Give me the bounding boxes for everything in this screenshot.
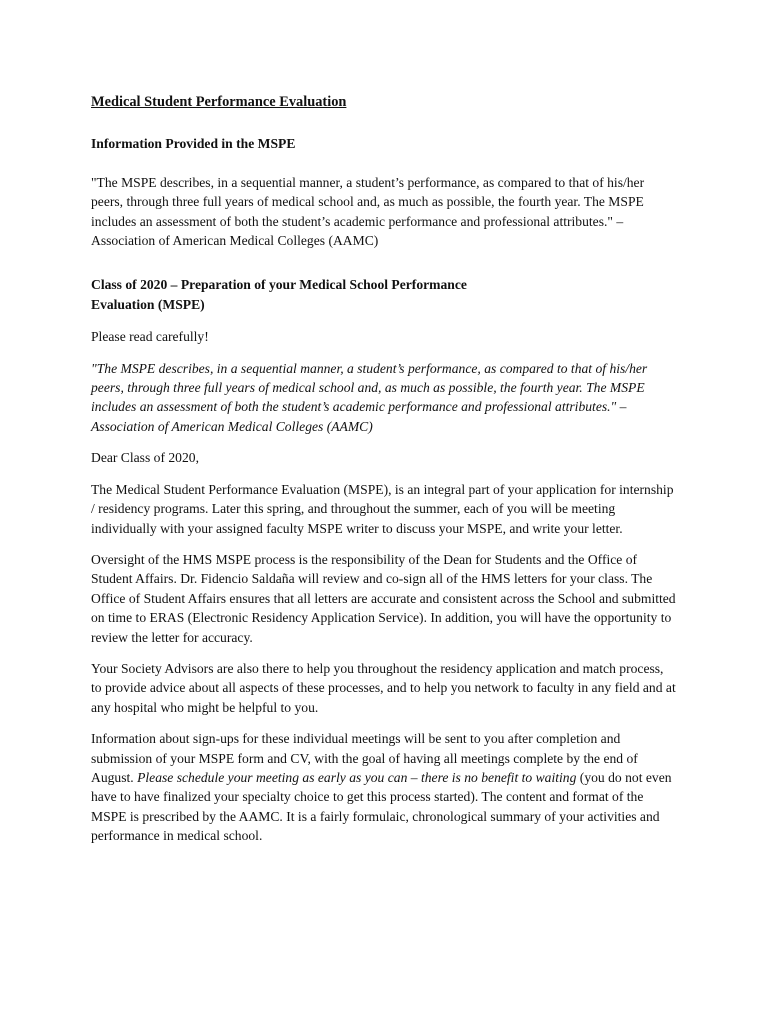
sign-ups-emphasis: Please schedule your meeting as early as you can – there is no benefit to waiting <box>137 769 577 785</box>
intro-quote: "The MSPE describes, in a sequential manner, a student’s performance, as compared to that of his/her peers, through three full years of medical school and, as much as possible, the fourth year. The MSPE includes an assessment of both the student’s academic performance and professional attributes." – Association of American Medical Colleges (AAMC) <box>91 174 645 249</box>
paragraph-oversight: Oversight of the HMS MSPE process is the responsibility of the Dean for Students and the Office of Student Affairs. Dr. Fidencio Saldaña will review and co-sign all of the HMS letters for your class. The Office of Student Affairs ensures that all letters are accurate and consistent across the School and submitted on time to ERAS (Electronic Residency Application Service). In addition, you will have the opportunity to review the letter for accuracy. <box>91 551 676 645</box>
paragraph-sign-ups <box>91 729 676 845</box>
document-page <box>91 93 676 858</box>
italic-quote: "The MSPE describes, in a sequential manner, a student’s performance, as compared to that of his/her peers, through three full years of medical school and, as much as possible, the fourth year. The MSPE includes an assessment of both the student’s academic performance and professional attributes." – Association of American Medical Colleges (AAMC) <box>91 360 648 434</box>
sign-ups-text-start: Information about sign-ups for these individual meetings will be sent to you after completion and submission of your MSPE form and CV, with the goal of having all meetings complete by the end of August. <box>91 731 638 785</box>
document-title: Medical Student Performance Evaluation <box>91 94 347 110</box>
paragraph-mspe-overview: The Medical Student Performance Evaluation (MSPE), is an integral part of your application for internship / residency programs. Later this spring, and throughout the summer, each of you will be meeting individually with your assigned faculty MSPE writer to discuss your MSPE, and write your letter. <box>91 481 674 536</box>
section-heading: Information Provided in the MSPE <box>91 136 296 152</box>
sign-ups-text-end: (you do not even have to have finalized your specialty choice to get this process started). The content and format of the MSPE is prescribed by the AAMC. It is a fairly formulaic, chronological summary of your activities and performance in medical school. <box>91 769 672 844</box>
class-heading: Class of 2020 – Preparation of your Medical School Performance Evaluation (MSPE) <box>91 277 467 312</box>
paragraph-society-advisors: Your Society Advisors are also there to help you throughout the residency application and match process, to provide advice about all aspects of these processes, and to help you network to faculty in any field and at any hospital who might be helpful to you. <box>91 660 676 715</box>
read-carefully-note: Please read carefully! <box>91 329 209 345</box>
salutation: Dear Class of 2020, <box>91 450 199 466</box>
